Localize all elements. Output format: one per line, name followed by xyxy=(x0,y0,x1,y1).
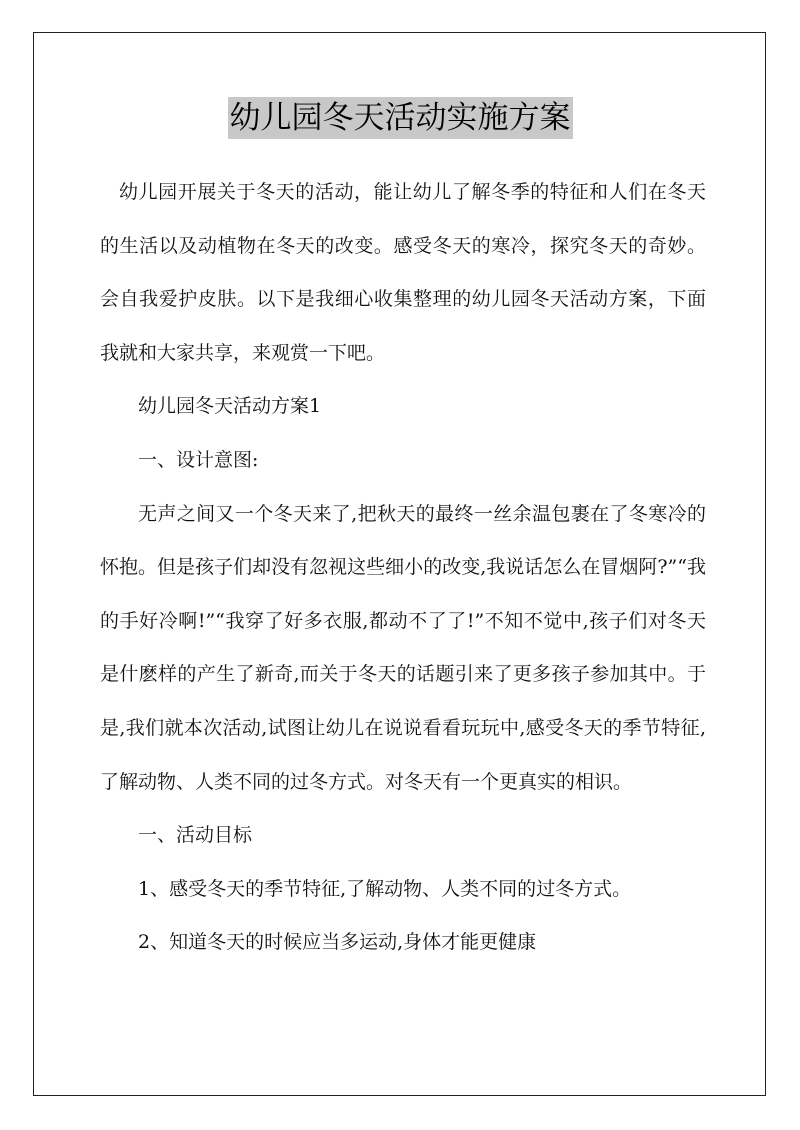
goal-item-2: 2、知道冬天的时候应当多运动,身体才能更健康 xyxy=(138,931,537,954)
section-heading-plan-1: 幼儿园冬天活动方案1 xyxy=(138,395,322,418)
goal-item-1: 1、感受冬天的季节特征,了解动物、人类不同的过冬方式。 xyxy=(138,877,632,900)
document-body xyxy=(100,166,706,970)
title-container xyxy=(0,97,800,139)
document-title: 幼儿园冬天活动实施方案 xyxy=(228,97,573,139)
section-heading-activity-goals: 一、活动目标 xyxy=(138,824,253,847)
design-intent-paragraph: 无声之间又一个冬天来了,把秋天的最终一丝余温包裹在了冬寒冷的怀抱。但是孩子们却没有忽视这些细小的改变,我说话怎么在冒烟阿?”“我的手好冷啊!”“我穿了好多衣服,都动不了了!”不知不觉中,孩子们对冬天是什麽样的产生了新奇,而关于冬天的话题引来了更多孩子参加其中。于是,我们就本次活动,试图让幼儿在说说看看玩玩中,感受冬天的季节特征,了解动物、人类不同的过冬方式。对冬天有一个更真实的相识。 xyxy=(100,502,706,793)
intro-paragraph: 幼儿园开展关于冬天的活动，能让幼儿了解冬季的特征和人们在冬天的生活以及动植物在冬天的改变。感受冬天的寒冷，探究冬天的奇妙。会自我爱护皮肤。以下是我细心收集整理的幼儿园冬天活动方案，下面我就和大家共享，来观赏一下吧。 xyxy=(100,181,706,364)
section-heading-design-intent: 一、设计意图: xyxy=(138,448,259,471)
